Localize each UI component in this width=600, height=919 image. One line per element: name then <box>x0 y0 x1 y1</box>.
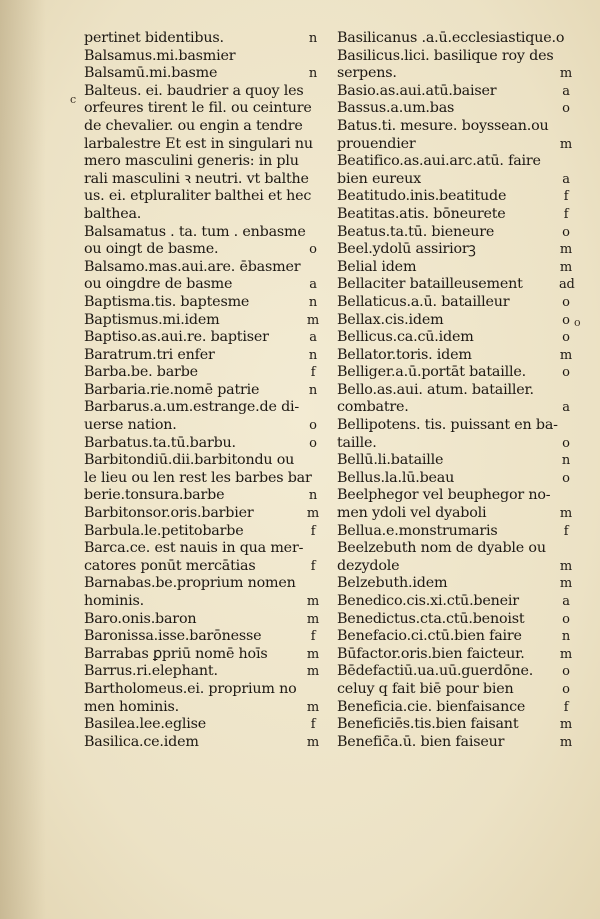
entry-text: Belliger.a.ū.portāt bataille. <box>337 364 526 381</box>
entry-text: balthea. <box>84 205 142 222</box>
dictionary-entry-line <box>337 259 573 277</box>
dictionary-entry-line <box>84 382 320 400</box>
gender-tag: m <box>559 347 573 363</box>
gender-tag: o <box>309 418 317 434</box>
gender-tag: o <box>562 365 570 381</box>
gender-tag: a <box>309 277 317 293</box>
entry-text: Barnabas.be.proprium nomen <box>84 575 296 592</box>
entry-text: Balsamus.mi.basmier <box>84 47 236 64</box>
dictionary-entry-line <box>337 364 573 382</box>
entry-text: Basio.as.aui.atū.baiser <box>337 82 497 99</box>
entry-text: Baptisma.tis. baptesme <box>84 293 250 310</box>
dictionary-entry-line <box>337 558 573 576</box>
dictionary-entry-line <box>337 294 573 312</box>
entry-text: us. ei. etpluraliter balthei et hec <box>84 188 312 205</box>
right-column <box>337 30 573 751</box>
entry-text: Beatitas.atis. bōneurete <box>337 205 506 222</box>
gender-tag: o <box>309 242 317 258</box>
entry-text: Barbitonsor.oris.barbier <box>84 505 254 522</box>
dictionary-entry-line <box>84 452 320 470</box>
gender-tag: m <box>559 66 573 82</box>
entry-text: Beneficiēs.tis.bien faisant <box>337 716 519 733</box>
gender-tag: f <box>563 699 569 715</box>
gender-tag: a <box>562 594 570 609</box>
dictionary-entry-line <box>84 734 320 752</box>
gender-tag: o <box>562 664 570 680</box>
dictionary-entry-line <box>84 30 320 48</box>
entry-text: Bellipotens. tis. puissant en ba- <box>337 417 558 434</box>
dictionary-entry-line <box>337 83 573 101</box>
dictionary-entry-line <box>337 48 573 66</box>
gender-tag: n <box>308 66 318 82</box>
entry-text: Belial idem <box>337 258 417 275</box>
entry-text: combatre. <box>337 399 409 416</box>
entry-text: Beneficia.cie. bienfaisance <box>337 698 526 715</box>
gender-tag: n <box>561 629 571 645</box>
entry-text: Benefacio.ci.ctū.bien faire <box>337 628 522 645</box>
dictionary-entry-line <box>337 611 573 629</box>
dictionary-entry-line <box>84 540 320 558</box>
entry-text: Bellicus.ca.cū.idem <box>337 329 474 346</box>
entry-text: hominis. <box>84 593 145 609</box>
left-column <box>84 30 320 751</box>
dictionary-entry-line <box>84 487 320 505</box>
entry-text: Barbarus.a.um.estrange.de di- <box>84 399 300 416</box>
dictionary-entry-line <box>337 575 573 593</box>
dictionary-entry-line <box>84 118 320 136</box>
gender-tag: m <box>559 136 573 152</box>
entry-text: Beelphegor vel beuphegor no- <box>337 487 551 504</box>
margin-mark-left: c <box>70 93 77 106</box>
gender-tag: a <box>562 400 570 416</box>
entry-text: Barbaria.rie.nomē patrie <box>84 381 260 398</box>
gender-tag: o <box>562 330 570 346</box>
dictionary-entry-line <box>84 699 320 717</box>
entry-text: Barba.be. barbe <box>84 364 198 381</box>
gender-tag: f <box>563 206 569 222</box>
dictionary-entry-line <box>337 699 573 717</box>
dictionary-entry-line <box>84 48 320 66</box>
dictionary-entry-line <box>337 487 573 505</box>
dictionary-entry-line <box>337 329 573 347</box>
gender-tag: o <box>562 294 570 310</box>
entry-text: orfeures tirent le fil. ou ceinture <box>84 100 312 117</box>
dictionary-entry-line <box>84 575 320 593</box>
dictionary-entry-line <box>337 100 573 118</box>
gender-tag: m <box>559 558 573 574</box>
entry-text: larbalestre Et est in singulari nu <box>84 135 313 152</box>
gender-tag: o <box>562 101 570 117</box>
gender-tag: ad <box>559 277 575 293</box>
gender-tag: m <box>306 664 320 680</box>
dictionary-entry-line <box>337 347 573 365</box>
dictionary-entry-line <box>84 364 320 382</box>
entry-text: Baronissa.isse.barōnesse <box>84 628 262 645</box>
dictionary-entry-line <box>337 628 573 646</box>
gender-tag: f <box>310 365 316 381</box>
entry-text: Balsamatus . ta. tum . enbasme <box>84 223 306 240</box>
entry-text: le lieu ou len rest les barbes bar <box>84 469 312 486</box>
entry-text: Bellū.li.bataille <box>337 452 444 469</box>
entry-text: berie.tonsura.barbe <box>84 487 225 504</box>
gender-tag: o <box>562 435 570 451</box>
entry-text: Beatus.ta.tū. bieneure <box>337 223 495 240</box>
dictionary-entry-line <box>84 347 320 365</box>
entry-text: prouendier <box>337 135 416 152</box>
entry-text: Bēdefactiū.ua.uū.guerdōne. <box>337 663 534 680</box>
gender-tag: f <box>310 523 316 539</box>
dictionary-entry-line <box>84 294 320 312</box>
entry-text: Bartholomeus.ei. proprium no <box>84 680 297 697</box>
dictionary-entry-line <box>84 188 320 206</box>
entry-text: Benedictus.cta.ctū.benoist <box>337 610 525 627</box>
dictionary-entry-line <box>84 628 320 646</box>
entry-text: ou oingt de basme. <box>84 241 219 258</box>
entry-text: Bello.as.aui. atum. batailler. <box>337 381 534 398</box>
entry-text: Benedico.cis.xi.ctū.beneir <box>337 593 519 609</box>
dictionary-entry-line <box>337 435 573 453</box>
dictionary-entry-line <box>337 136 573 154</box>
entry-text: Basilicanus .a.ū.ecclesiastique.o <box>337 30 565 46</box>
dictionary-entry-line <box>84 259 320 277</box>
gender-tag: m <box>559 242 573 258</box>
entry-text: Belzebuth.idem <box>337 575 448 592</box>
entry-text: Basilica.ce.idem <box>84 733 199 750</box>
dictionary-entry-line <box>337 312 573 330</box>
entry-text: Bellaticus.a.ū. batailleur <box>337 293 510 310</box>
dictionary-entry-line <box>337 523 573 541</box>
entry-text: Baratrum.tri enfer <box>84 346 215 363</box>
gender-tag: m <box>306 506 320 522</box>
gender-tag: m <box>559 576 573 592</box>
entry-text: Bellus.la.lū.beau <box>337 469 455 486</box>
gender-tag: f <box>563 189 569 205</box>
entry-text: Basilea.lee.eglise <box>84 716 207 733</box>
dictionary-entry-line <box>84 83 320 101</box>
entry-text: Bassus.a.um.bas <box>337 100 455 117</box>
dictionary-entry-line <box>84 593 320 611</box>
dictionary-entry-line <box>84 663 320 681</box>
entry-text: men hominis. <box>84 698 179 715</box>
gender-tag: f <box>310 558 316 574</box>
gender-tag: n <box>308 31 318 46</box>
gender-tag: n <box>308 382 318 398</box>
dictionary-entry-line <box>337 241 573 259</box>
entry-text: catores ponūt mercātias <box>84 557 256 574</box>
entry-text: Benefic̄a.ū. bien faiseur <box>337 733 505 750</box>
gender-tag: o <box>562 224 570 240</box>
entry-text: ou oingdre de basme <box>84 276 233 293</box>
dictionary-entry-line <box>84 329 320 347</box>
gender-tag: a <box>562 83 570 99</box>
entry-text: Barbitondiū.dii.barbitondu ou <box>84 452 295 469</box>
dictionary-entry-line <box>84 417 320 435</box>
entry-text: Baro.onis.baron <box>84 610 197 627</box>
gender-tag: n <box>308 488 318 504</box>
dictionary-entry-line <box>337 470 573 488</box>
dictionary-entry-line <box>84 523 320 541</box>
entry-text: Barca.ce. est nauis in qua mer- <box>84 540 304 557</box>
entry-text: Beelzebuth nom de dyable ou <box>337 540 546 557</box>
dictionary-entry-line <box>337 593 573 611</box>
gender-tag: o <box>562 470 570 486</box>
entry-text: celuy q fait biē pour bien <box>337 680 514 697</box>
gender-tag: m <box>306 594 320 609</box>
entry-text: Batus.ti. mesure. boyssean.ou <box>337 117 549 134</box>
dictionary-entry-line <box>337 452 573 470</box>
dictionary-entry-line <box>337 716 573 734</box>
dictionary-entry-line <box>84 399 320 417</box>
gender-tag: m <box>559 717 573 733</box>
dictionary-entry-line <box>337 540 573 558</box>
entry-text: de chevalier. ou engin a tendre <box>84 117 303 134</box>
entry-text: Barbatus.ta.tū.barbu. <box>84 434 236 451</box>
gender-tag: o <box>309 435 317 451</box>
entry-text: dezydole <box>337 557 400 574</box>
gender-tag: f <box>563 523 569 539</box>
dictionary-entry-line <box>337 206 573 224</box>
entry-text: Barrus.ri.elephant. <box>84 663 218 680</box>
dictionary-entry-line <box>337 171 573 189</box>
dictionary-entry-line <box>337 153 573 171</box>
entry-text: taille. <box>337 434 377 451</box>
entry-text: uerse nation. <box>84 417 177 434</box>
dictionary-entry-line <box>84 312 320 330</box>
entry-text: Bellua.e.monstrumaris <box>337 522 498 539</box>
dictionary-entry-line <box>84 65 320 83</box>
gutter-shadow <box>0 0 46 919</box>
dictionary-entry-line <box>337 118 573 136</box>
gender-tag: o <box>562 611 570 627</box>
entry-text: Bellaciter batailleusement <box>337 276 523 293</box>
dictionary-entry-line <box>337 663 573 681</box>
entry-text: Beatifico.as.aui.arc.atū. faire <box>337 153 541 170</box>
gender-tag: a <box>562 171 570 187</box>
dictionary-entry-line <box>84 100 320 118</box>
entry-text: Balsamo.mas.aui.are. ēbasmer <box>84 258 301 275</box>
dictionary-entry-line <box>84 558 320 576</box>
gender-tag: m <box>559 259 573 275</box>
entry-text: Balteus. ei. baudrier a quoy les <box>84 82 304 99</box>
gender-tag: n <box>308 294 318 310</box>
dictionary-entry-line <box>337 65 573 83</box>
gender-tag: o <box>562 681 570 697</box>
dictionary-entry-line <box>84 646 320 664</box>
gender-tag: o <box>562 312 570 328</box>
entry-text: Bellator.toris. idem <box>337 346 472 363</box>
gender-tag: n <box>561 453 571 469</box>
entry-text: Barbula.le.petitobarbe <box>84 522 244 539</box>
dictionary-entry-line <box>337 734 573 752</box>
gender-tag: m <box>559 506 573 522</box>
gender-tag: m <box>306 312 320 328</box>
entry-text: Bellax.cis.idem <box>337 311 444 328</box>
dictionary-entry-line <box>337 224 573 242</box>
entry-text: Basilicus.lici. basilique roy des <box>337 47 554 64</box>
dictionary-entry-line <box>337 30 573 48</box>
dictionary-entry-line <box>84 276 320 294</box>
dictionary-entry-line <box>84 136 320 154</box>
dictionary-entry-line <box>84 241 320 259</box>
entry-text: pertinet bidentibus. <box>84 30 224 46</box>
dictionary-entry-line <box>84 681 320 699</box>
dictionary-entry-line <box>337 681 573 699</box>
entry-text: Balsamū.mi.basme <box>84 65 218 82</box>
gender-tag: m <box>559 734 573 750</box>
margin-mark-right: o <box>574 316 581 329</box>
dictionary-entry-line <box>337 646 573 664</box>
gender-tag: f <box>310 717 316 733</box>
gender-tag: m <box>306 646 320 662</box>
dictionary-entry-line <box>84 435 320 453</box>
dictionary-entry-line <box>84 470 320 488</box>
dictionary-entry-line <box>337 382 573 400</box>
entry-text: serpens. <box>337 65 397 82</box>
dictionary-entry-line <box>84 224 320 242</box>
entry-text: Barrabas ꝑpriū nomē hoīs <box>84 645 268 662</box>
gender-tag: n <box>308 347 318 363</box>
entry-text: mero masculini generis: in plu <box>84 153 299 170</box>
entry-text: Baptismus.mi.idem <box>84 311 220 328</box>
entry-text: Baptiso.as.aui.re. baptiser <box>84 329 269 346</box>
gender-tag: f <box>310 629 316 645</box>
dictionary-entry-line <box>84 505 320 523</box>
gender-tag: a <box>309 330 317 346</box>
gender-tag: m <box>306 734 320 750</box>
dictionary-entry-line <box>84 611 320 629</box>
entry-text: Beel.ydolū assiriorꝫ <box>337 241 476 258</box>
dictionary-entry-line <box>84 206 320 224</box>
dictionary-entry-line <box>337 399 573 417</box>
dictionary-entry-line <box>337 417 573 435</box>
gender-tag: m <box>306 699 320 715</box>
gender-tag: m <box>306 611 320 627</box>
entry-text: Būfactor.oris.bien faicteur. <box>337 645 525 662</box>
dictionary-entry-line <box>337 505 573 523</box>
dictionary-entry-line <box>337 188 573 206</box>
entry-text: men ydoli vel dyaboli <box>337 505 487 522</box>
dictionary-entry-line <box>84 153 320 171</box>
entry-text: bien eureux <box>337 170 421 187</box>
gender-tag: m <box>559 646 573 662</box>
entry-text: Beatitudo.inis.beatitude <box>337 188 507 205</box>
dictionary-entry-line <box>337 276 573 294</box>
entry-text: rali masculini ꝛ neutri. vt balthe <box>84 170 309 187</box>
dictionary-entry-line <box>84 716 320 734</box>
dictionary-entry-line <box>84 171 320 189</box>
